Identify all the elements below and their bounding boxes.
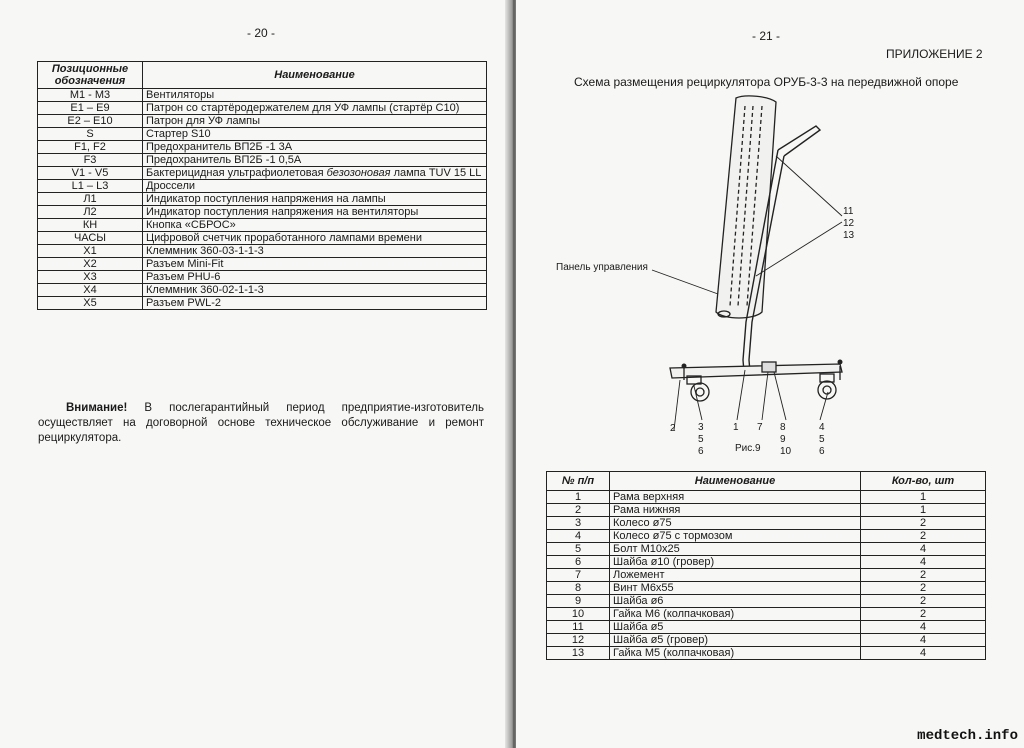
page-number-left: - 20 -: [247, 26, 276, 40]
cell-qty: 2: [861, 608, 986, 621]
designations-body: [38, 89, 487, 310]
cell-code: КН: [38, 219, 143, 232]
table-row: [547, 569, 986, 582]
table-row: [547, 556, 986, 569]
table-row: [38, 102, 487, 115]
callout-12: 12: [843, 218, 855, 229]
page-number-right: - 21 -: [752, 29, 781, 43]
cell-code: Х1: [38, 245, 143, 258]
table-row: [547, 621, 986, 634]
cell-name: Индикатор поступления напряжения на лампы: [143, 193, 487, 206]
cell-qty: 4: [861, 543, 986, 556]
cell-name-part: лампа TUV 15 LL: [390, 167, 482, 179]
cell-name: Рама верхняя: [610, 491, 861, 504]
cell-qty: 2: [861, 530, 986, 543]
cell-name: [143, 167, 487, 180]
table-row: [38, 193, 487, 206]
table-row: [38, 284, 487, 297]
designations-table: [37, 61, 487, 310]
cell-name: Шайба ø5 (гровер): [610, 634, 861, 647]
cell-name: Рама нижняя: [610, 504, 861, 517]
cell-name: Предохранитель ВП2Б -1 3А: [143, 141, 487, 154]
callout-13: 13: [843, 230, 855, 241]
cell-code: Х5: [38, 297, 143, 310]
cell-name: Стартер S10: [143, 128, 487, 141]
table-row: [547, 647, 986, 660]
lower-frame: [670, 362, 842, 380]
cell-name-part: Бактерицидная ультрафиолетовая: [146, 167, 327, 179]
callout-10: 10: [780, 446, 792, 457]
warning-paragraph: [38, 401, 484, 446]
warning-label: Внимание!: [66, 402, 128, 414]
cell-name: Шайба ø10 (гровер): [610, 556, 861, 569]
cell-code: Е1 – Е9: [38, 102, 143, 115]
cell-name: Разъем PHU-6: [143, 271, 487, 284]
table-row: [38, 167, 487, 180]
callout-5-right: 5: [819, 434, 825, 445]
cell-code: F3: [38, 154, 143, 167]
cell-num: 10: [547, 608, 610, 621]
callout-11: 11: [843, 206, 854, 217]
mobile-stand-diagram: [540, 90, 980, 462]
cell-qty: 4: [861, 634, 986, 647]
table-row: [38, 89, 487, 102]
header-name: Наименование: [143, 62, 487, 89]
cell-qty: 4: [861, 621, 986, 634]
cell-name: Кнопка «СБРОС»: [143, 219, 487, 232]
table-row: [38, 115, 487, 128]
cell-num: 13: [547, 647, 610, 660]
cell-name: Ложемент: [610, 569, 861, 582]
label-control-panel: Панель управления: [556, 262, 648, 273]
cell-qty: 1: [861, 491, 986, 504]
cell-num: 2: [547, 504, 610, 517]
table-row: [38, 141, 487, 154]
appendix-label: ПРИЛОЖЕНИЕ 2: [886, 47, 983, 61]
cell-name: Болт М10х25: [610, 543, 861, 556]
cell-qty: 2: [861, 595, 986, 608]
table-row: [38, 297, 487, 310]
parts-body: [547, 491, 986, 660]
cell-num: 6: [547, 556, 610, 569]
cell-code: Х2: [38, 258, 143, 271]
diagram-title: Схема размещения рециркулятора ОРУБ-3-3 на передвижной опоре: [574, 75, 959, 89]
cell-name: Шайба ø5: [610, 621, 861, 634]
cell-num: 9: [547, 595, 610, 608]
callout-3: 3: [698, 422, 704, 433]
table-row: [38, 245, 487, 258]
cell-name: Колесо ø75: [610, 517, 861, 530]
parts-table: [546, 471, 986, 660]
table-header-row: [547, 472, 986, 491]
cell-code: L1 – L3: [38, 180, 143, 193]
cell-name: Шайба ø6: [610, 595, 861, 608]
wheel-left: [687, 376, 709, 401]
cell-code: S: [38, 128, 143, 141]
cell-name-emphasis: безозоновая: [326, 167, 391, 179]
cell-name: Гайка М6 (колпачковая): [610, 608, 861, 621]
table-row: [547, 634, 986, 647]
watermark: medtech.info: [917, 728, 1018, 744]
table-row: [38, 206, 487, 219]
table-header-row: [38, 62, 487, 89]
cell-name: Клеммник 360-03-1-1-3: [143, 245, 487, 258]
callout-5-left: 5: [698, 434, 704, 445]
callout-2: 2: [670, 423, 676, 434]
callout-9: 9: [780, 434, 786, 445]
header-qty: Кол-во, шт: [861, 472, 986, 491]
header-name: Наименование: [610, 472, 861, 491]
cell-num: 3: [547, 517, 610, 530]
table-row: [547, 530, 986, 543]
cell-num: 1: [547, 491, 610, 504]
cell-name: Патрон со стартёродержателем для УФ лампы (стартёр С10): [143, 102, 487, 115]
cell-code: ЧАСЫ: [38, 232, 143, 245]
cell-name: Индикатор поступления напряжения на вентиляторы: [143, 206, 487, 219]
cell-num: 4: [547, 530, 610, 543]
cell-qty: 2: [861, 517, 986, 530]
cell-num: 7: [547, 569, 610, 582]
table-row: [38, 232, 487, 245]
cell-code: Х3: [38, 271, 143, 284]
cell-code: Л2: [38, 206, 143, 219]
callout-6-right: 6: [819, 446, 825, 457]
cell-num: 5: [547, 543, 610, 556]
warning-text: В послегарантийный период предприятие-изготовитель осуществляет на договорной основе техническое обслуживание и ремонт рециркулятора.: [38, 402, 484, 444]
cell-name: Цифровой счетчик проработанного лампами времени: [143, 232, 487, 245]
cell-code: М1 - М3: [38, 89, 143, 102]
table-row: [547, 491, 986, 504]
callout-7: 7: [757, 422, 763, 433]
cell-code: Е2 – Е10: [38, 115, 143, 128]
cell-num: 12: [547, 634, 610, 647]
cell-name: Клеммник 360-02-1-1-3: [143, 284, 487, 297]
cell-name: Дроссели: [143, 180, 487, 193]
table-row: [547, 517, 986, 530]
table-row: [38, 180, 487, 193]
callout-8: 8: [780, 422, 786, 433]
table-row: [547, 582, 986, 595]
table-row: [38, 128, 487, 141]
cell-qty: 2: [861, 582, 986, 595]
cell-code: Л1: [38, 193, 143, 206]
callout-1: 1: [733, 422, 739, 433]
cell-code: F1, F2: [38, 141, 143, 154]
cell-name: Колесо ø75 с тормозом: [610, 530, 861, 543]
cell-name: Гайка М5 (колпачковая): [610, 647, 861, 660]
cell-qty: 4: [861, 647, 986, 660]
table-row: [38, 219, 487, 232]
table-row: [38, 271, 487, 284]
cell-code: V1 - V5: [38, 167, 143, 180]
cell-name: Винт М6х55: [610, 582, 861, 595]
callout-4: 4: [819, 422, 825, 433]
cell-name: Предохранитель ВП2Б -1 0,5А: [143, 154, 487, 167]
table-row: [547, 504, 986, 517]
header-num: № п/п: [547, 472, 610, 491]
cell-code: Х4: [38, 284, 143, 297]
cell-qty: 1: [861, 504, 986, 517]
table-row: [547, 595, 986, 608]
cell-num: 8: [547, 582, 610, 595]
table-row: [38, 154, 487, 167]
cell-qty: 2: [861, 569, 986, 582]
table-row: [547, 608, 986, 621]
cell-qty: 4: [861, 556, 986, 569]
cell-name: Патрон для УФ лампы: [143, 115, 487, 128]
table-row: [547, 543, 986, 556]
table-row: [38, 258, 487, 271]
cell-name: Вентиляторы: [143, 89, 487, 102]
header-code: Позиционные обозначения: [38, 62, 143, 89]
cell-num: 11: [547, 621, 610, 634]
figure-caption: Рис.9: [735, 443, 761, 454]
cell-name: Разъем Mini-Fit: [143, 258, 487, 271]
cell-name: Разъем PWL-2: [143, 297, 487, 310]
callout-6-left: 6: [698, 446, 704, 457]
